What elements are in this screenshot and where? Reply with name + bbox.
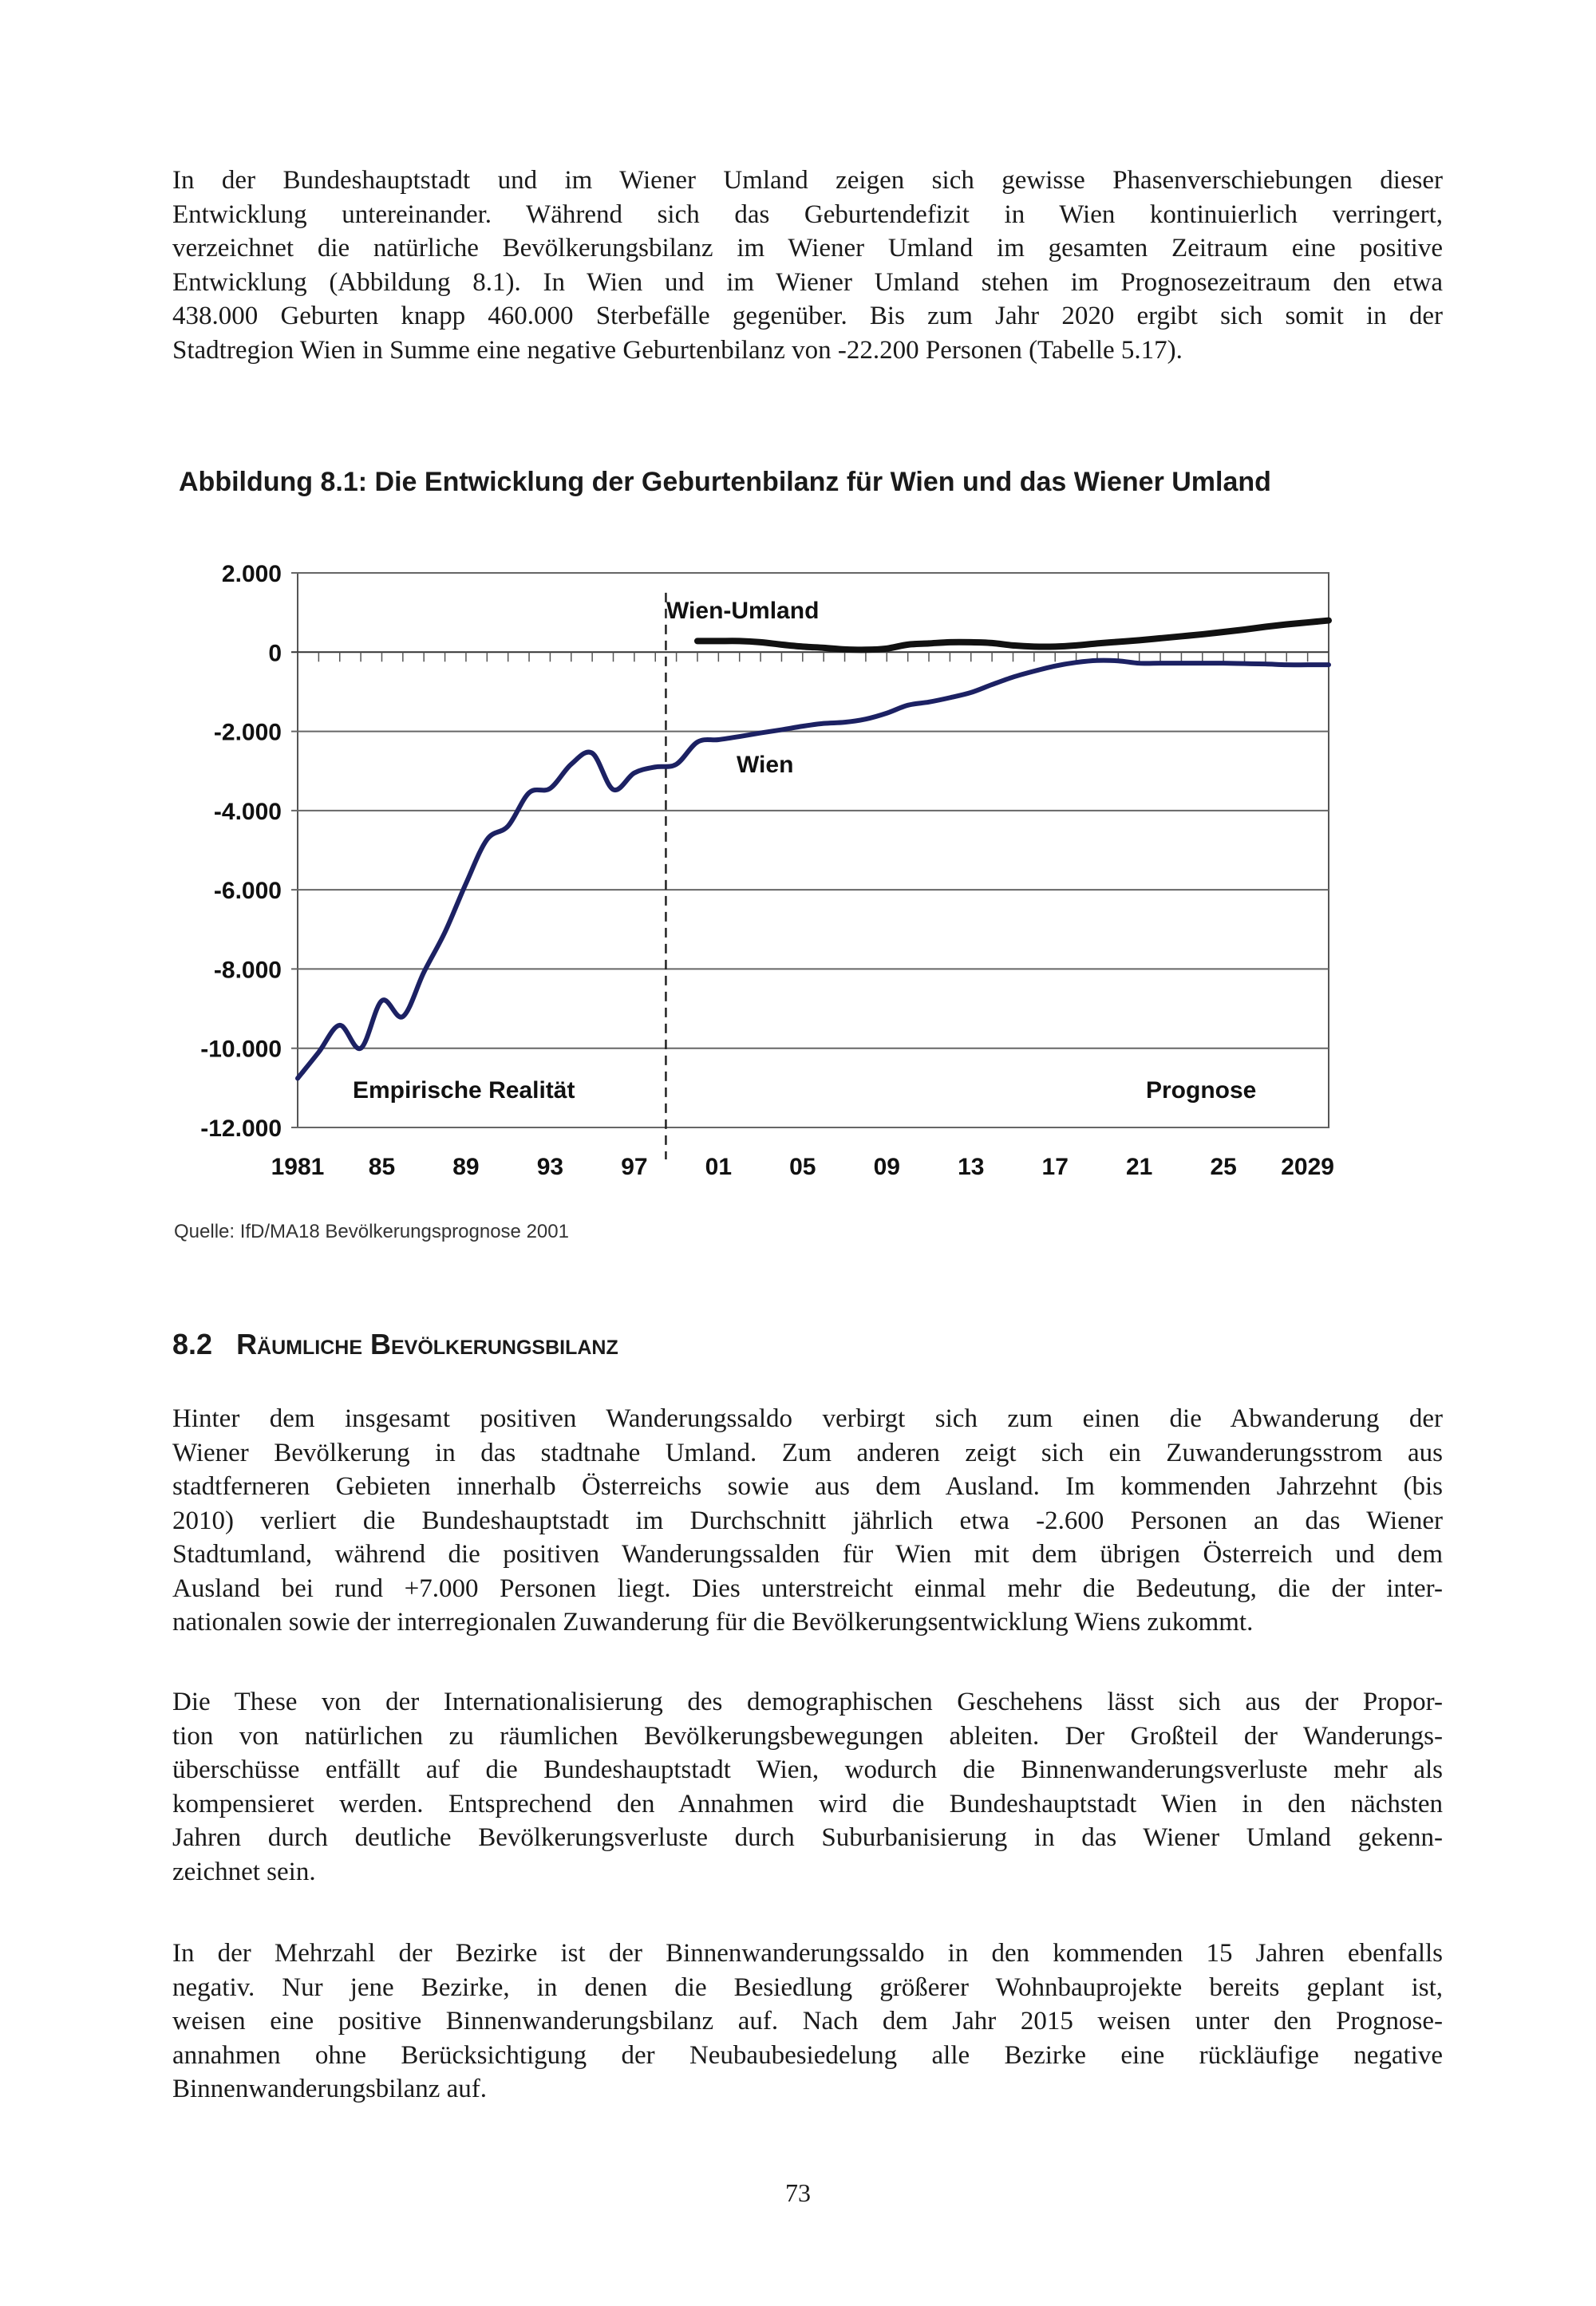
text-line: verzeichnet die natürliche Bevölkerungsbilanz im Wiener Umland im gesamten Zeitraum eine positive [172, 234, 1443, 263]
text-line: Entwicklung untereinander. Während sich das Geburtendefizit in Wien kontinuierlich verringert, [172, 199, 1443, 229]
y-tick-label: -12.000 [200, 1115, 282, 1142]
y-tick-label: 0 [268, 640, 282, 667]
section-title: Räumliche Bevölkerungsbilanz [236, 1328, 618, 1360]
x-tick-label: 85 [368, 1154, 396, 1180]
text-line: 2010) verliert die Bundeshauptstadt im Durchschnitt jährlich etwa -2.600 Personen an das Wiener [172, 1506, 1443, 1535]
x-tick-label: 01 [705, 1154, 733, 1180]
x-tick-label: 89 [452, 1154, 480, 1180]
y-tick-label: -2.000 [213, 719, 282, 746]
section-heading [172, 1328, 618, 1361]
text-line: Hinter dem insgesamt positiven Wanderungssaldo verbirgt sich zum einen die Abwanderung der [172, 1404, 1443, 1433]
text-line: Jahren durch deutliche Bevölkerungsverluste durch Suburbanisierung in das Wiener Umland gekenn- [172, 1823, 1443, 1852]
y-tick-label: -8.000 [213, 957, 282, 984]
text-line: Stadtregion Wien in Summe eine negative Geburtenbilanz von -22.200 Personen (Tabelle 5.17). [172, 335, 1183, 365]
x-tick-label: 1981 [271, 1154, 325, 1180]
text-line: negativ. Nur jene Bezirke, in denen die Besiedlung größerer Wohnbauprojekte bereits geplant ist, [172, 1972, 1443, 2002]
x-tick-label: 97 [621, 1154, 648, 1180]
label-wien: Wien [737, 752, 794, 778]
y-tick-label: 2.000 [221, 561, 282, 587]
x-tick-label: 93 [536, 1154, 564, 1180]
text-line: Entwicklung (Abbildung 8.1). In Wien und im Wiener Umland stehen im Prognosezeitraum den etwa [172, 267, 1443, 297]
text-line: überschüsse entfällt auf die Bundeshauptstadt Wien, wodurch die Binnenwanderungsverluste mehr als [172, 1755, 1443, 1784]
x-tick-label: 2029 [1281, 1154, 1335, 1180]
text-line: Die These von der Internationalisierung des demographischen Geschehens lässt sich aus der Propor- [172, 1688, 1443, 1716]
paragraph-2 [172, 1685, 1443, 1889]
chart-series [298, 621, 1329, 1079]
y-axis-labels [200, 561, 282, 1142]
text-line: Ausland bei rund +7.000 Personen liegt. Dies unterstreicht einmal mehr die Bedeutung, die der inter- [172, 1574, 1443, 1603]
text-line: In der Mehrzahl der Bezirke ist der Binnenwanderungssaldo in den kommenden 15 Jahren ebenfalls [172, 1939, 1443, 1968]
page-number: 73 [785, 2178, 811, 2207]
text-line: kompensieret werden. Entsprechend den Annahmen wird die Bundeshauptstadt Wien in den nächsten [172, 1789, 1443, 1818]
text-line: Stadtumland, während die positiven Wanderungssalden für Wien mit dem übrigen Österreich und dem [172, 1540, 1443, 1569]
x-tick-label: 17 [1041, 1154, 1069, 1180]
plot-frame [298, 573, 1329, 1127]
text-line: Binnenwanderungsbilanz auf. [172, 2075, 488, 2103]
x-tick-label: 13 [958, 1154, 985, 1180]
text-line: 438.000 Geburten knapp 460.000 Sterbefälle gegenüber. Bis zum Jahr 2020 ergibt sich somit in der [172, 302, 1443, 330]
text-line: tion von natürlichen zu räumlichen Bevölkerungsbewegungen ableiten. Der Großteil der Wanderungs- [172, 1721, 1443, 1751]
series-line-wien [298, 661, 1329, 1079]
y-tick-label: -10.000 [200, 1036, 282, 1063]
label-empirical: Empirische Realität [353, 1077, 575, 1104]
y-tick-label: -4.000 [213, 798, 282, 825]
x-tick-label: 09 [873, 1154, 900, 1180]
series-line-wien-umland [697, 621, 1329, 650]
x-tick-label: 25 [1210, 1154, 1237, 1180]
paragraph-1 [172, 1402, 1443, 1640]
label-wien-umland: Wien-Umland [666, 598, 820, 624]
text-line: weisen eine positive Binnenwanderungsbilanz auf. Nach dem Jahr 2015 weisen unter den Prognose- [172, 2007, 1443, 2036]
label-forecast: Prognose [1146, 1077, 1257, 1104]
paragraph-3 [172, 1937, 1443, 2107]
text-line: Wiener Bevölkerung in das stadtnahe Umland. Zum anderen zeigt sich ein Zuwanderungsstrom aus [172, 1438, 1443, 1467]
x-axis-labels [271, 1154, 1334, 1180]
figure-source: Quelle: IfD/MA18 Bevölkerungsprognose 2001 [174, 1221, 569, 1242]
text-line: nationalen sowie der interregionalen Zuwanderung für die Bevölkerungsentwicklung Wiens zukommt. [172, 1608, 1254, 1637]
y-tick-label: -6.000 [213, 878, 282, 905]
text-line: In der Bundeshauptstadt und im Wiener Umland zeigen sich gewisse Phasenverschiebungen dieser [172, 166, 1443, 195]
text-line: stadtferneren Gebieten innerhalb Österreichs sowie aus dem Ausland. Im kommenden Jahrzehnt (bis [172, 1472, 1443, 1501]
section-number: 8.2 [172, 1328, 213, 1360]
figure-caption: Abbildung 8.1: Die Entwicklung der Geburtenbilanz für Wien und das Wiener Umland [179, 467, 1271, 497]
x-tick-label: 21 [1126, 1154, 1153, 1180]
text-line: zeichnet sein. [172, 1857, 316, 1886]
text-line: annahmen ohne Berücksichtigung der Neubaubesiedelung alle Bezirke eine rückläufige negative [172, 2040, 1443, 2070]
x-tick-label: 05 [789, 1154, 816, 1180]
